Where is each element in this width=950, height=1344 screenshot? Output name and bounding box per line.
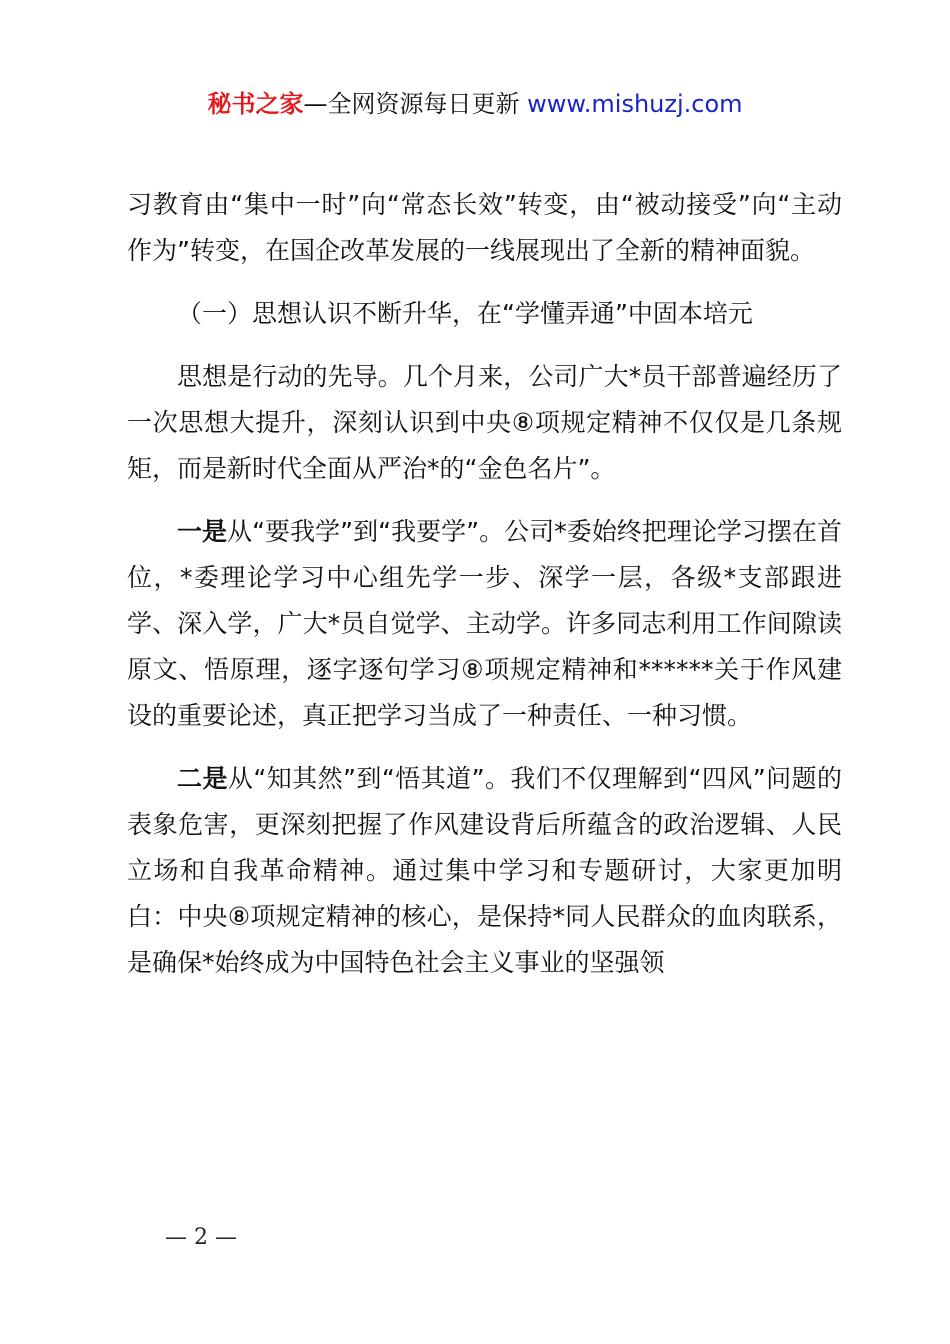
- site-header: [0, 86, 950, 122]
- brand-name: 秘书之家: [207, 90, 304, 118]
- point-two-text: 从“知其然”到“悟其道”。我们不仅理解到“四风”问题的表象危害，更深刻把握了作风建设背后所蕴含的政治逻辑、人民立场和自我革命精神。通过集中学习和专题研讨，大家更加明白：中央⑧项规定精神的核心，是保持*同人民群众的血肉联系，是确保*始终成为中国特色社会主义事业的坚强领: [127, 764, 842, 977]
- point-two-label: 二是: [177, 764, 228, 793]
- page-number: — 2 —: [165, 1225, 237, 1250]
- paragraph-continuation: 习教育由“集中一时”向“常态长效”转变，由“被动接受”向“主动作为”转变，在国企改革发展的一线展现出了全新的精神面貌。: [127, 190, 842, 265]
- paragraph-point-one: [127, 509, 842, 739]
- site-url-link[interactable]: www.mishuzj.com: [527, 90, 743, 118]
- point-one-label: 一是: [177, 517, 228, 546]
- header-slogan: —全网资源每日更新: [303, 90, 528, 118]
- point-one-text: 从“要我学”到“我要学”。公司*委始终把理论学习摆在首位，*委理论学习中心组先学一步、深学一层，各级*支部跟进学、深入学，广大*员自觉学、主动学。许多同志利用工作间隙读原文、悟原理，逐字逐句学习⑧项规定精神和******关于作风建设的重要论述，真正把学习当成了一种责任、一种习惯。: [127, 517, 842, 730]
- paragraph-point-two: [127, 756, 842, 986]
- paragraph-intro: 思想是行动的先导。几个月来，公司广大*员干部普遍经历了一次思想大提升，深刻认识到中央⑧项规定精神不仅仅是几条规矩，而是新时代全面从严治*的“金色名片”。: [127, 362, 842, 483]
- section-heading: （一）思想认识不断升华，在“学懂弄通”中固本培元: [177, 299, 753, 328]
- document-body: [127, 182, 842, 1003]
